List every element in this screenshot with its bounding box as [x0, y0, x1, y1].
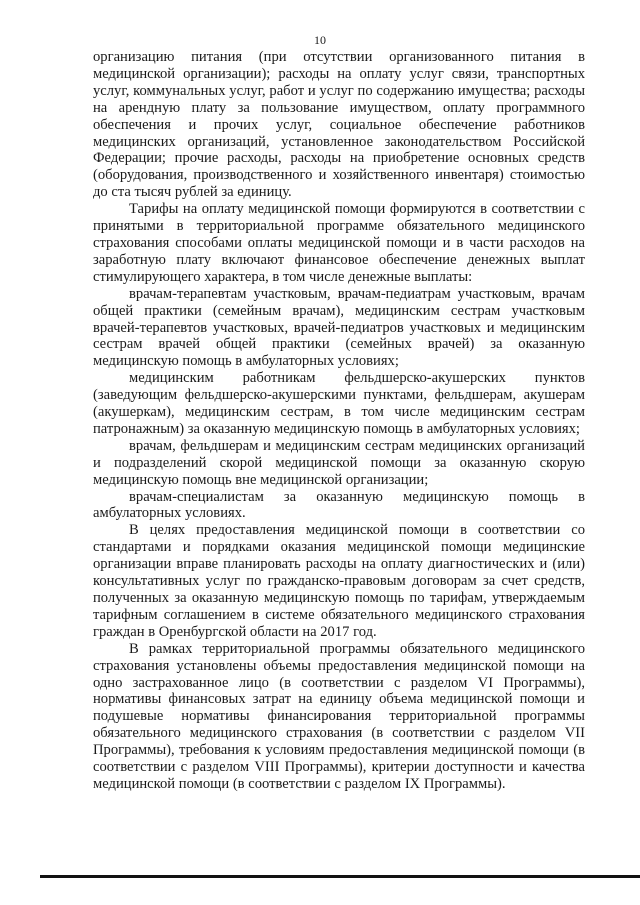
paragraph: В целях предоставления медицинской помощи в соответствии со стандартами и порядками оказания медицинской помощи медицинские организации вправе планировать расходы на оплату диагностических и (или) консультативных услуг по гражданско-правовым договорам за счет средств, полученных за оказанную медицинскую помощь по тарифам, утверждаемым тарифным соглашением в системе обязательного медицинского страхования граждан в Оренбургской области на 2017 год.	[93, 522, 585, 640]
paragraph: медицинским работникам фельдшерско-акушерских пунктов (заведующим фельдшерско-акушерскими пунктами, фельдшерам, акушерам (акушеркам), медицинским сестрам, в том числе медицинским сестрам патронажным) за оказанную медицинскую помощь в амбулаторных условиях;	[93, 370, 585, 437]
paragraph: В рамках территориальной программы обязательного медицинского страхования установлены объемы предоставления медицинской помощи на одно застрахованное лицо (в соответствии с разделом VI Программы), нормативы финансовых затрат на единицу объема медицинской помощи и подушевые нормативы финансирования территориальной программы обязательного медицинского страхования (в соответствии с разделом VII Программы), требования к условиям предоставления медицинской помощи (в соответствии с разделом VIII Программы), критерии доступности и качества медицинской помощи (в соответствии с разделом IX Программы).	[93, 640, 585, 792]
paragraph: врачам-терапевтам участковым, врачам-педиатрам участковым, врачам общей практики (семейным врачам), медицинским сестрам участковым врачей-терапевтов участковых, врачей-педиатров участковых и медицинским сестрам врачей общей практики (семейных врачей) за оказанную медицинскую помощь в амбулаторных условиях;	[93, 285, 585, 370]
paragraph: врачам, фельдшерам и медицинским сестрам медицинских организаций и подразделений скорой медицинской помощи за оказанную скорую медицинскую помощь вне медицинской организации;	[93, 437, 585, 488]
paragraph: врачам-специалистам за оказанную медицинскую помощь в амбулаторных условиях.	[93, 488, 585, 522]
page-number: 10	[314, 33, 326, 47]
document-body	[93, 49, 585, 793]
paragraph: Тарифы на оплату медицинской помощи формируются в соответствии с принятыми в территориальной программе обязательного медицинского страхования способами оплаты медицинской помощи и в части расходов на заработную плату включают финансовое обеспечение денежных выплат стимулирующего характера, в том числе денежные выплаты:	[93, 201, 585, 285]
bottom-rule	[40, 875, 640, 878]
paragraph: организацию питания (при отсутствии организованного питания в медицинской организации); расходы на оплату услуг связи, транспортных услуг, коммунальных услуг, работ и услуг по содержанию имущества; расходы на арендную плату за пользование имуществом, оплату программного обеспечения и прочих услуг, социальное обеспечение работников медицинских организаций, установленное законодательством Российской Федерации; прочие расходы, расходы на приобретение основных средств (оборудования, производственного и хозяйственного инвентаря) стоимостью до ста тысяч рублей за единицу.	[93, 49, 585, 201]
